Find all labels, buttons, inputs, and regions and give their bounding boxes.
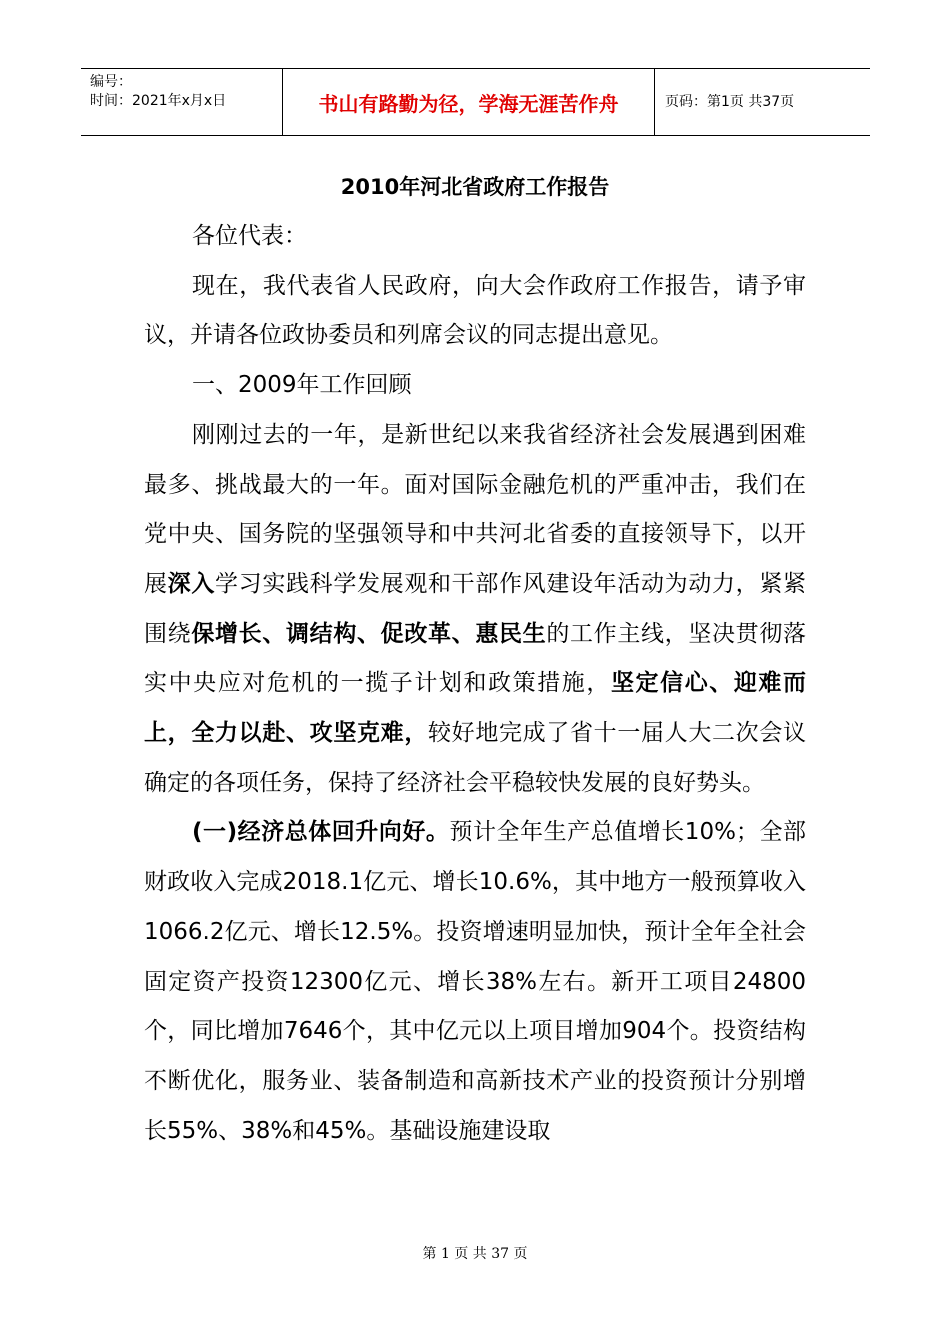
header-page-cell: [655, 69, 870, 135]
economy-text: 预计全年生产总值增长10%；全部财政收入完成2018.1亿元、增长10.6%，其中地方一般预算收入1066.2亿元、增长12.5%。投资增速明显加快，预计全年全社会固定资产投资12300亿元、增长38%左右。新开工项目24800个，同比增加7646个，其中亿元以上项目增加904个。投资结构不断优化，服务业、装备制造和高新技术产业的投资预计分别增长55%、38%和45%。基础设施建设取: [144, 819, 806, 1144]
review-text-4: 较好地完成了省十一届人大二次会议确定的各项任务，保持了经济社会平稳较快发展的良好势头。: [144, 720, 807, 796]
review-text-1: 刚刚过去的一年，是新世纪以来我省经济社会发展遇到困难最多、挑战最大的一年。面对国际金融危机的严重冲击，我们在党中央、国务院的坚强领导和中共河北省委的直接领导下，以开展: [144, 421, 806, 597]
intro-paragraph: 现在，我代表省人民政府，向大会作政府工作报告，请予审议，并请各位政协委员和列席会议的同志提出意见。: [144, 272, 806, 349]
section-heading: 一、2009年工作回顾: [192, 372, 412, 399]
salutation: 各位代表：: [192, 223, 307, 249]
review-bold-3: 坚定信心、迎难而上，全力以赴、攻坚克难，: [144, 670, 807, 747]
header-page-info: 页码：第1页 共37页: [665, 94, 795, 110]
header-motto: 书山有路勤为径，学海无涯苦作舟: [318, 92, 619, 116]
header-meta-cell: [81, 69, 282, 135]
document-body: [144, 212, 806, 1156]
document-number-label: 编号：: [90, 74, 132, 90]
review-text-2: 学习实践科学发展观和干部作风建设年活动为动力，紧紧围绕: [144, 570, 807, 647]
economy-paragraph: [144, 808, 806, 1156]
review-text-3: 的工作主线，坚决贯彻落实中央应对危机的一揽子计划和政策措施，: [144, 620, 807, 697]
document-title: 2010年河北省政府工作报告: [340, 175, 610, 199]
review-paragraph: [144, 411, 806, 809]
document-date-label: 时间：2021年x月x日: [90, 93, 227, 109]
review-bold-2: 保增长、调结构、促改革、惠民生: [191, 620, 547, 647]
page-footer: 第 1 页 共 37 页: [422, 1246, 528, 1262]
document-header: [81, 68, 870, 136]
economy-heading: (一)经济总体回升向好。: [192, 819, 450, 846]
header-motto-cell: [282, 69, 655, 135]
review-bold-1: 深入: [167, 570, 216, 597]
